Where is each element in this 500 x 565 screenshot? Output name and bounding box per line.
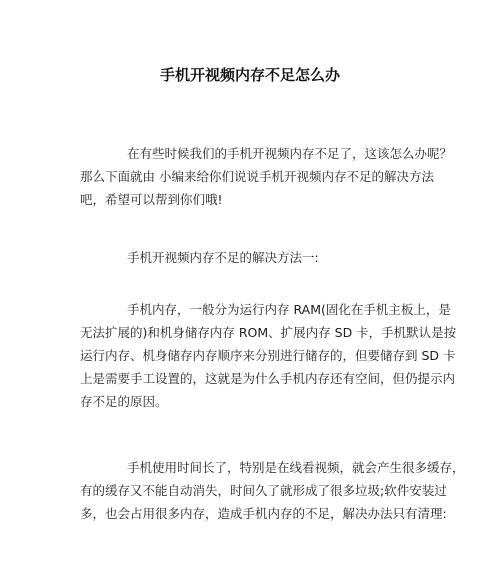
paragraph-method-heading bbox=[80, 246, 432, 269]
paragraph-line: 那么下面就由 小编来给你们说说手机开视频内存不足的解决方法 bbox=[80, 169, 434, 184]
paragraph-line: 多，也会占用很多内存，造成手机内存的不足，解决办法只有清理: bbox=[80, 506, 447, 521]
paragraph-line: 运行内存、机身储存内存顺序来分别进行储存的，但要储存到 SD 卡 bbox=[80, 348, 456, 363]
paragraph-line: 手机开视频内存不足的解决方法一: bbox=[127, 250, 319, 265]
paragraph-memory-explanation bbox=[80, 298, 457, 413]
paragraph-intro bbox=[80, 142, 453, 211]
paragraph-line: 无法扩展的)和机身储存内存 ROM、扩展内存 SD 卡，手机默认是按 bbox=[80, 325, 457, 340]
paragraph-line: 手机使用时间长了，特别是在线看视频，就会产生很多缓存， bbox=[127, 460, 465, 475]
paragraph-line: 手机内存，一般分为运行内存 RAM(固化在手机主板上，是 bbox=[127, 302, 451, 317]
paragraph-line: 吧，希望可以帮到你们哦! bbox=[80, 192, 223, 207]
paragraph-line: 存不足的原因。 bbox=[80, 394, 168, 409]
paragraph-line: 有的缓存又不能自动消失，时间久了就形成了很多垃圾;软件安装过 bbox=[80, 483, 447, 498]
paragraph-cache-explanation bbox=[80, 456, 465, 525]
bottom-fade bbox=[0, 540, 500, 565]
paragraph-line: 在有些时候我们的手机开视频内存不足了，这该怎么办呢？ bbox=[127, 146, 453, 161]
paragraph-line: 上是需要手工设置的，这就是为什么手机内存还有空间，但仍提示内 bbox=[80, 371, 456, 386]
document-title: 手机开视频内存不足怎么办 bbox=[159, 66, 340, 84]
